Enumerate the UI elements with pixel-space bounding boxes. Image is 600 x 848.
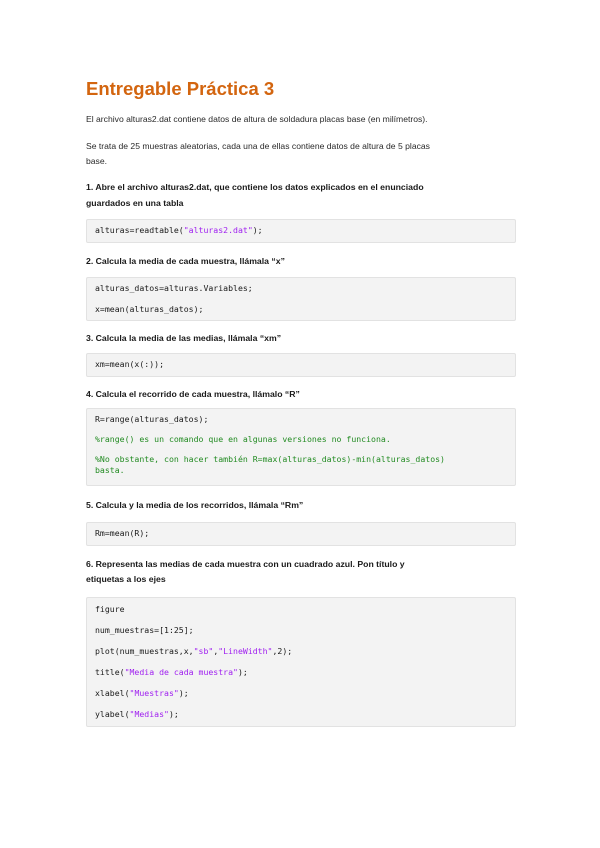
code-comment: basta. <box>95 465 125 475</box>
code-comment: %range() es un comando que en algunas versiones no funciona. <box>95 434 391 444</box>
code-line <box>95 646 507 657</box>
code-string: "alturas2.dat" <box>183 225 253 235</box>
code-line: alturas_datos=alturas.Variables; <box>95 283 253 293</box>
code-string: "Media de cada muestra" <box>124 667 238 677</box>
code-line <box>95 667 507 678</box>
code-text: ,2); <box>272 646 293 656</box>
code-string: "Muestras" <box>129 688 179 698</box>
code-line <box>95 225 507 236</box>
code-text: ); <box>252 225 263 235</box>
question-5: 5. Calcula y la media de los recorridos, llámala “Rm” <box>86 500 304 510</box>
question-1-line-2: guardados en una tabla <box>86 198 184 208</box>
page-title: Entregable Práctica 3 <box>86 78 275 99</box>
code-text: ); <box>237 667 248 677</box>
code-text: title( <box>95 667 125 677</box>
code-block-6 <box>86 597 516 727</box>
question-4: 4. Calcula el recorrido de cada muestra, llámalo “R” <box>86 389 300 399</box>
code-line: Rm=mean(R); <box>95 528 150 538</box>
question-6-line-1: 6. Representa las medias de cada muestra con un cuadrado azul. Pon título y <box>86 559 405 569</box>
code-line <box>95 688 507 699</box>
code-string: "LineWidth" <box>218 646 273 656</box>
code-string: "Medias" <box>129 709 169 719</box>
code-block-1 <box>86 219 516 243</box>
code-text: ); <box>168 709 179 719</box>
code-block-5 <box>86 522 516 546</box>
question-1-line-1: 1. Abre el archivo alturas2.dat, que contiene los datos explicados en el enunciado <box>86 182 424 192</box>
code-text: plot(num_muestras,x, <box>95 646 194 656</box>
question-6-line-2: etiquetas a los ejes <box>86 574 166 584</box>
question-3: 3. Calcula la media de las medias, llámala “xm” <box>86 333 282 343</box>
intro-paragraph-2-line-1: Se trata de 25 muestras aleatorias, cada una de ellas contiene datos de altura de 5 placas <box>86 141 430 151</box>
code-line: num_muestras=[1:25]; <box>95 625 194 635</box>
code-line: xm=mean(x(:)); <box>95 359 165 369</box>
question-2: 2. Calcula la media de cada muestra, llámala “x” <box>86 256 285 266</box>
code-block-4 <box>86 408 516 486</box>
code-comment: %No obstante, con hacer también R=max(alturas_datos)-min(alturas_datos) <box>95 454 445 464</box>
code-text: xlabel( <box>95 688 130 698</box>
code-text: alturas=readtable( <box>95 225 184 235</box>
intro-paragraph-1: El archivo alturas2.dat contiene datos de altura de soldadura placas base (en milímetros). <box>86 114 428 124</box>
code-line <box>95 709 507 720</box>
code-block-2 <box>86 277 516 321</box>
code-block-3 <box>86 353 516 377</box>
code-line: R=range(alturas_datos); <box>95 414 209 424</box>
code-text: ); <box>178 688 189 698</box>
code-text: ylabel( <box>95 709 130 719</box>
code-line: x=mean(alturas_datos); <box>95 304 204 314</box>
code-string: "sb" <box>193 646 214 656</box>
code-text: , <box>213 646 219 656</box>
intro-paragraph-2-line-2: base. <box>86 156 108 166</box>
code-line: figure <box>95 604 125 614</box>
